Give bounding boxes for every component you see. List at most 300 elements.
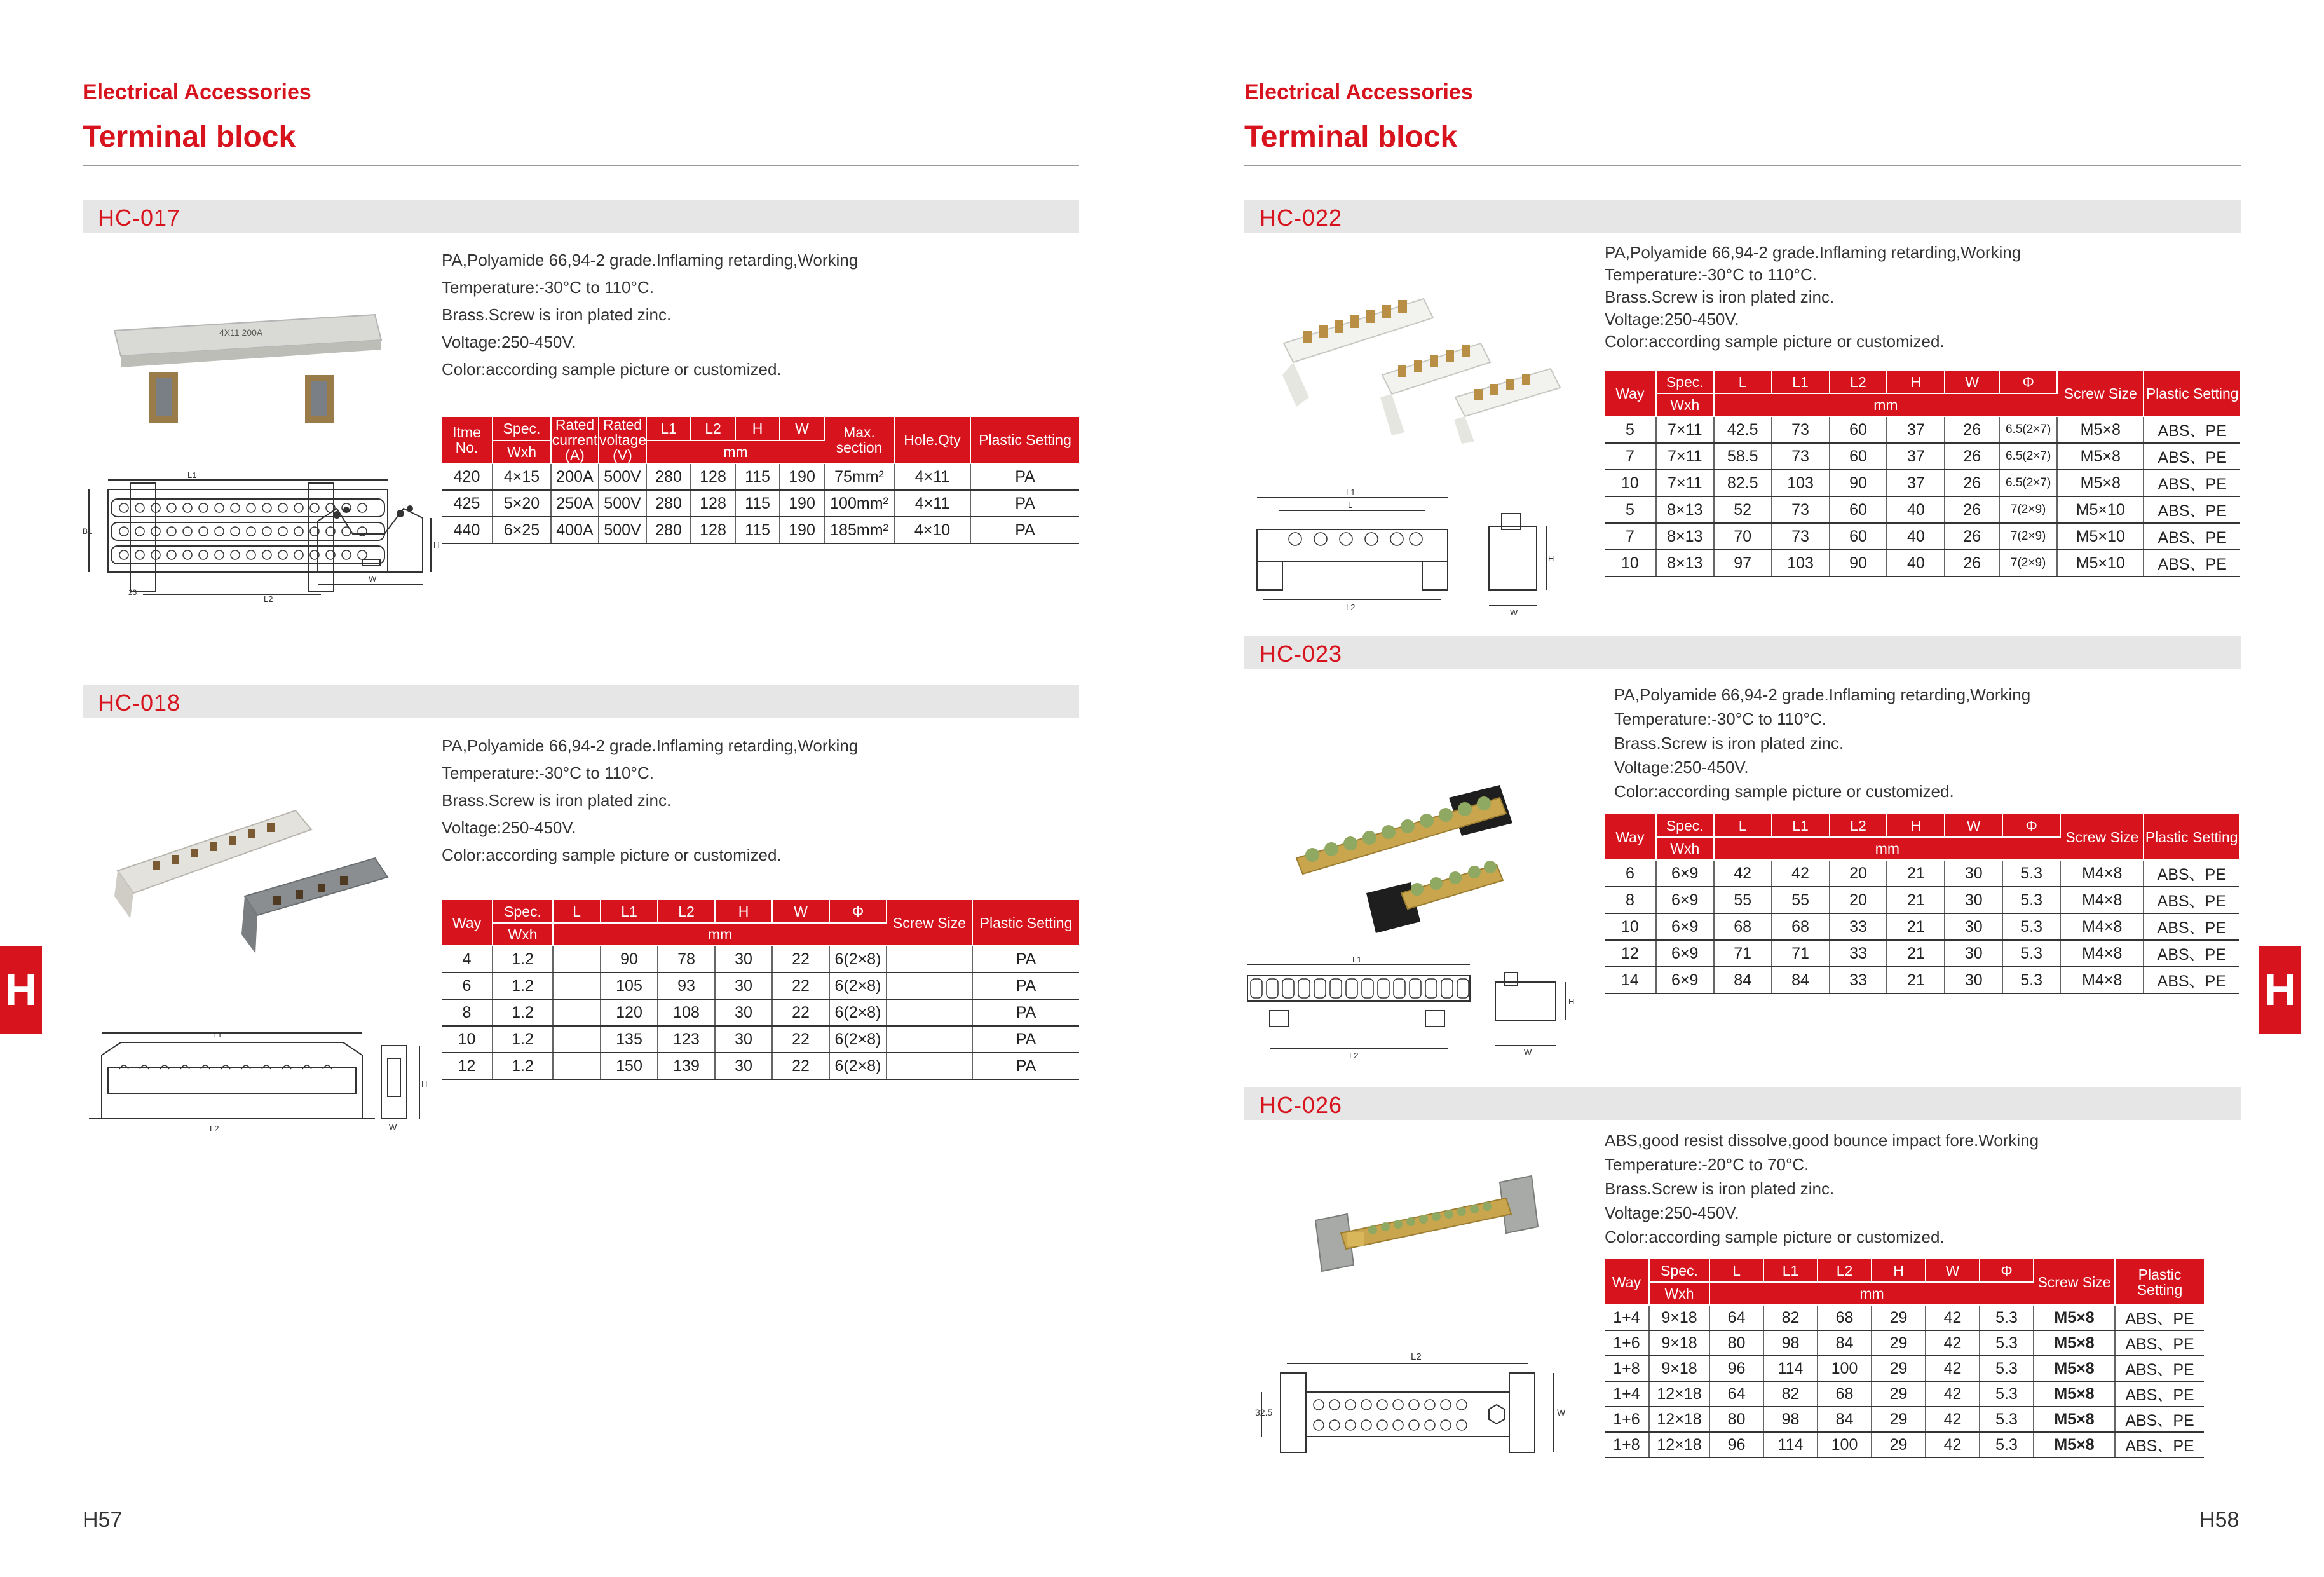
column-header: H — [1872, 1259, 1926, 1282]
table-cell: M5×8 — [2034, 1356, 2115, 1381]
description-line: Brass.Screw is iron plated zinc. — [1605, 1179, 1835, 1198]
column-header: Way — [1605, 814, 1656, 860]
table-cell: ABS、PE — [2144, 913, 2239, 940]
table-cell: 185mm² — [824, 517, 894, 543]
table-cell: 5.3 — [1980, 1432, 2034, 1458]
table-cell: 90 — [601, 946, 658, 973]
table-cell: M5×8 — [2034, 1330, 2115, 1356]
table-row — [1605, 550, 2240, 577]
table-cell: 93 — [658, 973, 715, 999]
table-cell: 26 — [1945, 443, 1999, 470]
table-cell: M4×8 — [2060, 887, 2144, 913]
dimension-label: W — [1524, 1048, 1532, 1057]
table-row — [1605, 470, 2240, 496]
dimension-label: L1 — [1352, 955, 1362, 964]
table-row — [442, 973, 1079, 999]
hc018-drawing — [83, 1030, 451, 1138]
table-row — [1605, 416, 2240, 443]
table-cell: 190 — [780, 517, 824, 543]
table-cell: 6×9 — [1656, 913, 1714, 940]
table-cell: 68 — [1772, 913, 1830, 940]
table-cell: 115 — [735, 490, 780, 517]
column-header: Wxh — [493, 440, 551, 464]
table-cell: 26 — [1945, 470, 1999, 496]
hc023-table — [1605, 814, 2239, 994]
dimension-label: H — [421, 1079, 428, 1089]
table-cell: 37 — [1887, 443, 1945, 470]
table-cell: 5.3 — [2002, 967, 2060, 993]
table-cell: 84 — [1818, 1330, 1872, 1356]
table-cell: 60 — [1830, 416, 1887, 443]
table-cell: 6 — [1605, 860, 1656, 887]
table-cell: 108 — [658, 999, 715, 1026]
table-cell: 21 — [1887, 887, 1945, 913]
table-cell: 5.3 — [1980, 1305, 2034, 1330]
table-cell: 21 — [1887, 967, 1945, 993]
table-cell — [553, 973, 601, 999]
table-cell: 4×10 — [894, 517, 970, 543]
hc023-photo — [1290, 763, 1557, 947]
column-header: Spec. — [1656, 371, 1714, 393]
dimension-label: W — [369, 574, 377, 584]
table-cell: 6×9 — [1656, 967, 1714, 993]
table-cell: 42.5 — [1714, 416, 1772, 443]
table-cell: PA — [972, 1053, 1079, 1079]
table-cell: 1+8 — [1605, 1356, 1649, 1381]
hc023-model: HC-023 — [1260, 641, 1343, 667]
table-cell: 5 — [1605, 416, 1656, 443]
table-cell: 40 — [1887, 550, 1945, 577]
table-cell: 90 — [1830, 470, 1887, 496]
table-cell: M4×8 — [2060, 913, 2144, 940]
left-page-title: Terminal block — [83, 120, 296, 154]
column-header: Itme No. — [442, 417, 493, 463]
table-cell: 5.3 — [1980, 1381, 2034, 1407]
description-line: Color:according sample picture or customized. — [1605, 332, 1945, 351]
table-cell: M5×10 — [2057, 523, 2144, 550]
table-cell: 96 — [1709, 1432, 1763, 1458]
description-line: Temperature:-30°C to 110°C. — [442, 278, 654, 297]
table-cell: 42 — [1926, 1432, 1980, 1458]
column-header: L — [553, 900, 601, 923]
table-cell: 33 — [1830, 913, 1887, 940]
table-cell: ABS、PE — [2115, 1407, 2204, 1432]
table-cell: 55 — [1772, 887, 1830, 913]
table-cell: M5×8 — [2034, 1305, 2115, 1330]
table-cell: 64 — [1709, 1305, 1763, 1330]
table-cell: 82 — [1763, 1305, 1818, 1330]
table-cell: 30 — [1945, 860, 2002, 887]
table-cell: 30 — [715, 973, 772, 999]
table-cell: 42 — [1926, 1356, 1980, 1381]
hc023-header-bar — [1244, 636, 2241, 669]
table-cell: 114 — [1763, 1432, 1818, 1458]
table-cell: 71 — [1714, 940, 1772, 967]
column-header: L2 — [1830, 371, 1887, 393]
hc018-photo — [108, 801, 413, 966]
table-cell — [887, 973, 972, 999]
description-line: PA,Polyamide 66,94-2 grade.Inflaming retarding,Working — [442, 736, 859, 755]
table-cell: ABS、PE — [2115, 1432, 2204, 1458]
column-header: L — [1714, 371, 1772, 393]
table-cell: 33 — [1830, 940, 1887, 967]
table-cell: ABS、PE — [2144, 550, 2240, 577]
table-cell: 128 — [691, 490, 735, 517]
hc018-description — [442, 732, 858, 869]
left-category: Electrical Accessories — [83, 80, 311, 104]
table-cell: 8×13 — [1656, 523, 1714, 550]
table-row — [1605, 1381, 2204, 1407]
hc022-table — [1605, 371, 2240, 577]
table-cell: 33 — [1830, 967, 1887, 993]
table-cell: 100 — [1818, 1432, 1872, 1458]
table-cell: 190 — [780, 463, 824, 490]
hc022-model: HC-022 — [1260, 205, 1343, 231]
column-header: Way — [1605, 371, 1656, 416]
table-cell: 26 — [1945, 523, 1999, 550]
table-cell: 6×9 — [1656, 887, 1714, 913]
table-cell: 1.2 — [493, 1026, 553, 1053]
left-side-tab: H — [0, 946, 42, 1034]
table-cell: 500V — [599, 517, 646, 543]
table-cell: ABS、PE — [2144, 416, 2240, 443]
column-header: L1 — [646, 417, 691, 440]
table-cell: 29 — [1872, 1381, 1926, 1407]
column-header: Spec. — [1649, 1259, 1709, 1282]
table-cell: 12 — [442, 1053, 493, 1079]
table-cell: ABS、PE — [2144, 523, 2240, 550]
table-cell: 30 — [715, 1026, 772, 1053]
table-cell: 9×18 — [1649, 1356, 1709, 1381]
table-cell: 29 — [1872, 1432, 1926, 1458]
table-row — [1605, 940, 2239, 967]
table-cell: 22 — [772, 946, 829, 973]
table-cell: 40 — [1887, 496, 1945, 523]
table-cell: 5.3 — [1980, 1407, 2034, 1432]
column-header: W — [780, 417, 824, 440]
column-header: L2 — [1830, 814, 1887, 837]
table-cell: 98 — [1763, 1407, 1818, 1432]
table-cell: 7 — [1605, 523, 1656, 550]
table-cell — [887, 999, 972, 1026]
table-cell: 103 — [1772, 550, 1830, 577]
table-cell: 5.3 — [2002, 860, 2060, 887]
table-cell: 128 — [691, 517, 735, 543]
table-cell: 8×13 — [1656, 496, 1714, 523]
table-cell: 30 — [1945, 913, 2002, 940]
column-header: Screw Size — [2060, 814, 2144, 860]
description-line: Brass.Screw is iron plated zinc. — [1605, 287, 1835, 306]
column-header: Plastic Setting — [2115, 1259, 2204, 1305]
description-line: Color:according sample picture or customized. — [442, 845, 782, 864]
column-header: W — [1926, 1259, 1980, 1282]
table-cell — [887, 1026, 972, 1053]
table-cell: 78 — [658, 946, 715, 973]
hc026-description — [1605, 1128, 2039, 1249]
table-cell: 20 — [1830, 860, 1887, 887]
table-cell — [553, 1026, 601, 1053]
table-row — [1605, 1330, 2204, 1356]
table-row — [442, 1053, 1079, 1079]
table-cell: 4×11 — [894, 490, 970, 517]
table-cell: M4×8 — [2060, 967, 2144, 993]
column-header: H — [735, 417, 780, 440]
hc026-table — [1605, 1259, 2204, 1458]
description-line: Voltage:250-450V. — [442, 818, 576, 837]
column-header: Rated current (A) — [552, 416, 598, 463]
table-cell: 98 — [1763, 1330, 1818, 1356]
column-header: Rated voltage (V) — [599, 416, 647, 463]
column-header: L2 — [691, 417, 735, 440]
hc026-drawing — [1242, 1344, 1586, 1465]
table-cell: 40 — [1887, 523, 1945, 550]
table-cell: 21 — [1887, 913, 1945, 940]
column-header: Φ — [829, 900, 887, 923]
table-cell: 4×15 — [493, 463, 551, 490]
column-header: Wxh — [493, 923, 553, 946]
table-cell: 123 — [658, 1026, 715, 1053]
column-header: L2 — [1818, 1259, 1872, 1282]
right-title-rule — [1244, 165, 2241, 166]
table-cell: 103 — [1772, 470, 1830, 496]
hc022-photo — [1271, 261, 1576, 445]
table-cell: 60 — [1830, 523, 1887, 550]
hc018-table — [442, 900, 1079, 1080]
table-cell: 42 — [1772, 860, 1830, 887]
table-cell: 1.2 — [493, 1053, 553, 1079]
table-cell: 6×9 — [1656, 940, 1714, 967]
table-cell: M5×8 — [2034, 1407, 2115, 1432]
table-row — [1605, 443, 2240, 470]
dimension-label: L1 — [1346, 488, 1356, 497]
table-row — [1605, 1356, 2204, 1381]
table-cell: 26 — [1945, 416, 1999, 443]
description-line: ABS,good resist dissolve,good bounce impact fore.Working — [1605, 1131, 2039, 1150]
table-cell: ABS、PE — [2144, 887, 2239, 913]
table-cell: 10 — [1605, 550, 1656, 577]
column-header: Φ — [2002, 814, 2060, 837]
dimension-label: H — [433, 540, 440, 550]
table-cell: 280 — [646, 517, 691, 543]
dimension-label: W — [389, 1123, 397, 1132]
table-cell: 400A — [551, 517, 599, 543]
table-cell — [553, 1053, 601, 1079]
table-cell: 64 — [1709, 1381, 1763, 1407]
column-header: Φ — [1999, 371, 2057, 393]
dimension-label: W — [1557, 1407, 1566, 1417]
column-header: L1 — [601, 900, 658, 923]
table-cell: 73 — [1772, 523, 1830, 550]
table-cell: 5.3 — [2002, 913, 2060, 940]
table-cell: 6(2×8) — [829, 999, 887, 1026]
table-cell: M5×8 — [2034, 1432, 2115, 1458]
table-row — [442, 490, 1079, 517]
table-cell: 5.3 — [1980, 1330, 2034, 1356]
column-header: H — [715, 900, 772, 923]
hc022-header-bar — [1244, 200, 2241, 233]
column-header: Hole.Qty — [894, 417, 970, 463]
hc017-model: HC-017 — [98, 205, 181, 231]
column-header: Screw Size — [2034, 1259, 2115, 1305]
table-cell: 7 — [1605, 443, 1656, 470]
table-cell — [887, 1053, 972, 1079]
table-cell: 105 — [601, 973, 658, 999]
column-header: mm — [1709, 1282, 2034, 1305]
table-cell: 90 — [1830, 550, 1887, 577]
table-cell: 7(2×9) — [1999, 496, 2057, 523]
table-cell — [553, 946, 601, 973]
table-cell: 7×11 — [1656, 470, 1714, 496]
table-cell: 200A — [551, 463, 599, 490]
table-row — [442, 946, 1079, 973]
column-header: Max. section — [824, 417, 894, 463]
table-cell: M5×8 — [2034, 1381, 2115, 1407]
table-cell: ABS、PE — [2115, 1381, 2204, 1407]
table-cell: 42 — [1714, 860, 1772, 887]
table-cell: 37 — [1887, 470, 1945, 496]
table-cell: 1.2 — [493, 946, 553, 973]
dimension-label: L1 — [213, 1030, 222, 1039]
hc017-drawing — [83, 470, 438, 604]
table-cell: 190 — [780, 490, 824, 517]
table-cell: 6×25 — [493, 517, 551, 543]
table-cell: 22 — [772, 999, 829, 1026]
table-cell: 5.3 — [2002, 940, 2060, 967]
description-line: Color:according sample picture or customized. — [442, 360, 782, 379]
table-cell: 6×9 — [1656, 860, 1714, 887]
column-header: Way — [1605, 1259, 1649, 1305]
table-cell: 42 — [1926, 1407, 1980, 1432]
column-header: Wxh — [1649, 1282, 1709, 1305]
table-cell: 29 — [1872, 1356, 1926, 1381]
table-cell: M5×8 — [2057, 416, 2144, 443]
description-line: PA,Polyamide 66,94-2 grade.Inflaming retarding,Working — [1605, 243, 2022, 262]
table-cell: 68 — [1818, 1381, 1872, 1407]
table-cell: 4 — [442, 946, 493, 973]
table-cell: 6.5(2×7) — [1999, 416, 2057, 443]
table-cell: 42 — [1926, 1305, 1980, 1330]
table-cell: 55 — [1714, 887, 1772, 913]
hc017-description — [442, 247, 858, 383]
column-header: Plastic Setting — [970, 417, 1079, 463]
table-cell: M4×8 — [2060, 860, 2144, 887]
description-line: Voltage:250-450V. — [1605, 1203, 1739, 1222]
column-header: W — [1945, 371, 1999, 393]
table-cell: PA — [970, 517, 1079, 543]
table-cell: ABS、PE — [2144, 967, 2239, 993]
table-cell: 128 — [691, 463, 735, 490]
table-cell: 150 — [601, 1053, 658, 1079]
table-cell: 6(2×8) — [829, 946, 887, 973]
hc022-drawing — [1244, 488, 1587, 615]
table-cell: 21 — [1887, 860, 1945, 887]
table-cell: 1+6 — [1605, 1330, 1649, 1356]
table-cell: M5×10 — [2057, 550, 2144, 577]
table-cell: M5×10 — [2057, 496, 2144, 523]
table-cell: 100 — [1818, 1356, 1872, 1381]
table-cell: 68 — [1714, 913, 1772, 940]
table-cell: 500V — [599, 490, 646, 517]
dimension-label: 23 — [128, 588, 137, 597]
table-cell: 30 — [715, 1053, 772, 1079]
table-cell: ABS、PE — [2115, 1330, 2204, 1356]
dimension-label: L2 — [264, 594, 273, 604]
table-cell: PA — [972, 946, 1079, 973]
column-header: W — [1945, 814, 2002, 837]
table-cell: 5.3 — [2002, 887, 2060, 913]
table-cell: PA — [972, 973, 1079, 999]
table-cell: 1+8 — [1605, 1432, 1649, 1458]
table-cell: ABS、PE — [2144, 496, 2240, 523]
table-row — [1605, 887, 2239, 913]
table-cell: 10 — [1605, 470, 1656, 496]
table-cell: 1+6 — [1605, 1407, 1649, 1432]
column-header: L — [1714, 814, 1772, 837]
table-row — [1605, 496, 2240, 523]
hc023-description — [1614, 683, 2030, 803]
column-header: Spec. — [493, 900, 553, 923]
table-cell: 425 — [442, 490, 493, 517]
table-cell: 12×18 — [1649, 1381, 1709, 1407]
table-cell: 30 — [1945, 887, 2002, 913]
table-cell: 10 — [442, 1026, 493, 1053]
table-cell: 9×18 — [1649, 1305, 1709, 1330]
description-line: Temperature:-30°C to 110°C. — [1605, 265, 1817, 284]
column-header: Spec. — [1656, 814, 1714, 837]
column-header: L1 — [1772, 371, 1830, 393]
table-row — [1605, 967, 2239, 993]
table-cell: ABS、PE — [2115, 1305, 2204, 1330]
column-header: H — [1887, 371, 1945, 393]
table-cell: 96 — [1709, 1356, 1763, 1381]
left-page-number: H57 — [83, 1508, 123, 1532]
table-cell: 22 — [772, 1053, 829, 1079]
hc026-header-bar — [1244, 1087, 2241, 1120]
table-cell: 30 — [1945, 967, 2002, 993]
description-line: Color:according sample picture or customized. — [1614, 782, 1954, 801]
hc026-model: HC-026 — [1260, 1092, 1343, 1118]
table-cell: 7(2×9) — [1999, 550, 2057, 577]
table-cell: 8 — [1605, 887, 1656, 913]
table-cell: 1+4 — [1605, 1381, 1649, 1407]
table-cell: 58.5 — [1714, 443, 1772, 470]
dimension-label: L2 — [1411, 1351, 1422, 1362]
column-header: Plastic Setting — [972, 900, 1079, 946]
table-cell: 30 — [715, 946, 772, 973]
column-header: Way — [442, 900, 493, 946]
right-page-number: H58 — [2199, 1508, 2239, 1532]
hc017-photo-print: 4X11 200A — [219, 327, 263, 338]
column-header: L — [1709, 1259, 1763, 1282]
column-header: Wxh — [1656, 393, 1714, 416]
table-cell: PA — [972, 1026, 1079, 1053]
table-cell: 115 — [735, 517, 780, 543]
dimension-label: L2 — [210, 1124, 219, 1133]
table-cell — [887, 946, 972, 973]
dimension-label: 32.5 — [1255, 1407, 1273, 1417]
table-cell: 1+4 — [1605, 1305, 1649, 1330]
description-line: Brass.Screw is iron plated zinc. — [442, 791, 672, 810]
table-cell: 9×18 — [1649, 1330, 1709, 1356]
right-side-tab: H — [2259, 946, 2301, 1034]
table-cell: 7×11 — [1656, 443, 1714, 470]
description-line: Voltage:250-450V. — [442, 332, 576, 352]
table-row — [442, 1026, 1079, 1053]
table-cell: PA — [970, 463, 1079, 490]
table-cell: 30 — [715, 999, 772, 1026]
table-row — [442, 999, 1079, 1026]
table-cell: 70 — [1714, 523, 1772, 550]
